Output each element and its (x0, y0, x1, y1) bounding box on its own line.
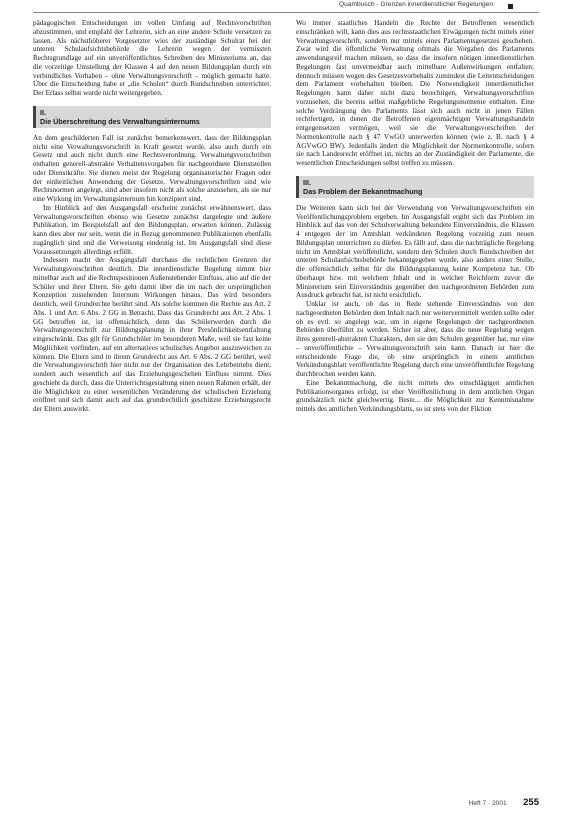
paragraph: An dem geschilderten Fall ist zunächst bemerkenswert, dass der Bildungsplan nicht eine Verwaltungsvorschrift in Kraft gesetzt wurde, also auch durch ein Gesetz und auch nicht durch eine Rechtsverordnung. Verwaltungsvorschriften enthalten generell-abstrakte Verhaltensvorgaben für nachgeordnete Dienststellen oder Dienstkräfte. Sie dienen meist der Regelung organisatorischer Fragen oder der einheitlichen Anwendung der Gesetze. Verwaltungsvorschriften sind wie Rechtsnormen angelegt, sind aber insofern nicht als solche anzusehen, als sie nur eine Wirkung im Verwaltungsinternum hin konzipiert sind. (33, 133, 271, 203)
header-square-icon (508, 4, 513, 9)
section-title: Das Problem der Bekanntmachung (303, 187, 423, 197)
right-column (296, 19, 534, 414)
page-footer (469, 792, 539, 810)
section-title: Die Überschreitung des Verwaltungsinternums (40, 117, 200, 127)
paragraph: Eine Bekanntmachung, die nicht mittels des einschlägigen amtlichen Publikationsorganes erfolgt, ist eher Veröffentlichung in dem amtlichen Organ grundsätzlich nicht gleichwertig. Beste... die Möglichkeit zur Kenntnisnahme mittels des amtlichen Verkündungsblatts, so ist stets von der Fiktion (296, 378, 534, 413)
section-heading-ii (33, 106, 271, 128)
page-number: 255 (523, 797, 539, 808)
paragraph: Wo immer staatliches Handeln die Rechte der Betroffenen wesentlich einschränken will, kann dies aus rechtsstaatlichen Erwägungen nicht mittels einer Verwaltungsvorschrift, sondern nur mittels eines Parlamentsgesetzes geschehen. Zwar wird die öffentliche Verwaltung oftmals die Vorgaben des Parlaments anwendungsreif machen müssen, so dass die insofern nötigen innerdienstlichen Regelungen fast unvermeidbar auch mittelbare Außenwirkungen entfalten; dennoch müssen wegen des Gesetzesvorbehalts zumindest die Leitentscheidungen dem Parlament vorbehalten bleiben. Die Notwendigkeit innerdienstlicher Regelungen kann daher nicht dazu berechtigen, Verwaltungsvorschriften vorzusehen, die bereits selbst maßgebliche Regelungsmomente enthalten. Eine solche Verdrängung des Parlaments lässt sich auch nicht in jenen Fällen rechtfertigen, in denen die Betroffenen eigenmächtigen Verwaltungshandeln entgegensetzen vermögen, weil sie die Verwaltungsvorschriften der Normenkontrolle nach § 47 VwGO unterwerfen können (wie z. B. nach § 4 AGVwGO BW). Jedenfalls ändert die Möglichkeit der Normenkontrolle, sofern sie nach Landesrecht eröffnet ist, nichts an der Zuständigkeit der Parlamente, die wesentlichen Entscheidungen selbst treffen zu müssen. (296, 19, 534, 167)
paragraph: Unklar ist auch, ob das in Rede stehende Einverständnis von den nachgeordneten Behörden dem Inhalt nach nur weitervermittelt werden sollte oder ob es evtl. so angelegt war, um in eigene Regelungen der nachgeordneten Behörden überführt zu werden. Sicher ist aber, dass die neue Regelung wegen ihres generell-abstrakten Charakters, den sie den Schulen gegenüber hat, nur eine – unveröffentlichte – Verwaltungsvorschrift sein kann. Danach ist hier die entscheidende Frage die, ob eine ursprünglich in einem amtlichen Verkündungsblatt veröffentlichte Regelung durch eine unveröffentlichte Regelung durchbrochen werden kann. (296, 300, 534, 378)
section-heading-iii (296, 176, 534, 198)
left-column (33, 19, 271, 414)
paragraph: Indessen macht der Ausgangsfall durchaus die rechtlichen Grenzen der Verwaltungsvorschriften deutlich. Die innerdienstliche Regelung nimmt hier mittelbar auch auf die Rechtspositionen Außenstehender Einfluss, also auf die der Schüler und ihrer Eltern. Sie geht damit über die im nach der ursprünglichen Konzeption zustehenden Internum Wirkungen hinaus. Das wird besonders deutlich, weil Grundrechte berührt sind. Als solche kommen die Rechte aus Art. 2 Abs. 1 und Art. 6 Abs. 2 GG in Betracht. Dass das Grundrecht aus Art. 2 Abs. 1 GG betroffen ist, ist offensichtlich, denn das Schülerwerden durch die Verwaltungsvorschrift zur Bildungsplanung in ihrer Persönlichkeitsentfaltung eingeschränkt. Das gilt für Grundschüler im besonderen Maße, weil sie fast keine Möglichkeit vorfinden, auf ein alternatives schulisches Angebot auszuweichen zu können. Die Eltern sind in ihrem Grundrecht aus Art. 6 Abs. 2 GG berührt, weil die Verwaltungsvorschrift hier nicht nur der Organisation des Lehrbetriebs dient, sondern auch wesentlich auf das Erziehungsgeschehen Einfluss nimmt. Dies geschieht da durch, dass die Unterrichtsgestaltung einen neuen Rahmen erhält, der die Möglichkeit zu einer wesentlichen Veränderung der schulischen Erziehung eröffnet und sich damit auch auf das grundrechtlich geschützte Erziehungsrecht der Eltern auswirkt. (33, 256, 271, 413)
section-number: II. (40, 107, 46, 117)
paragraph-intro: pädagogischen Entscheidungen im vollen Umfang auf Rechtsvorschriften abzustimmen, und empfahl der Lehrerin, sich an eine andere Schule versetzen zu lassen. Als nächsthöherer Vorgesetzter wies der zuständige Schulrat bei der unteren Schulaufsichtsbehörde die Lehrerin wegen der vermissten Rechtsgrundlage auf ein unveröffentlichtes Schreiben des Ministeriums an, das die vorzeitige Umstellung der Klassen 4 auf den neuen Bildungsplan durch ein verbindliches Vorhaben – ohne Verwaltungsvorschrift – möglich gemacht hatte. Über die Entscheidung habe er „die Schulen“ durch Rundschreiben unterrichtet. Der Erlass selbst wurde nicht weitergegeben. (33, 19, 271, 97)
issue-label: Heft 7 · 2001 (468, 800, 507, 807)
running-header (33, 0, 539, 13)
paragraph: Die Weiteren kann sich bei der Verwendung von Verwaltungsvorschriften ein Veröffentlichungsproblem ergeben. Im Ausgangsfall ergibt sich das Problem im Hinblick auf das von der Schulverwaltung bekundete Einverständnis, die Klassen 4 entgegen der im Amtsblatt verkündeten Regelung vorzeitig zum neuen Bildungsplan unterrichten zu dürfen. Es fällt auf, dass die nachträgliche Regelung nicht im Amtsblatt veröffentlicht, sondern den Schulen durch Rundschreiben der unteren Schulaufsichtsbehörde bekanntgegeben wurde, also anders einer Stelle, die offensichtlich selbst für die Bildungsplanung keine Kompetenz hat. Ob überhaupt bzw. mit welchem Inhalt und in welcher Reichform zuvor die Ministerium sein Einverständnis gegenüber den nachgeordneten Behörden zum Ausdruck gebracht hat, ist nicht ersichtlich. (296, 203, 534, 300)
running-title: Quambusch · Grenzen innerdienstlicher Regelungen (339, 1, 493, 8)
paragraph: Im Hinblick auf den Ausgangsfall erscheint zunächst erwähnenswert, dass Verwaltungsvorschriften ebenso wie Gesetze zunächst dargelegte und äußere Publikation, im Beispielsfall auf den Bildungsplan, erwarten können. Zulässig kann dies aber nur sein, wenn die in Bezug genommenen Publikationen ebenfalls zugänglich sind und die Verweisung eindeutig ist. Im Ausgangsfall sind diese Voraussetzungen allerdings erfüllt. (33, 203, 271, 256)
section-number: III. (303, 177, 311, 187)
